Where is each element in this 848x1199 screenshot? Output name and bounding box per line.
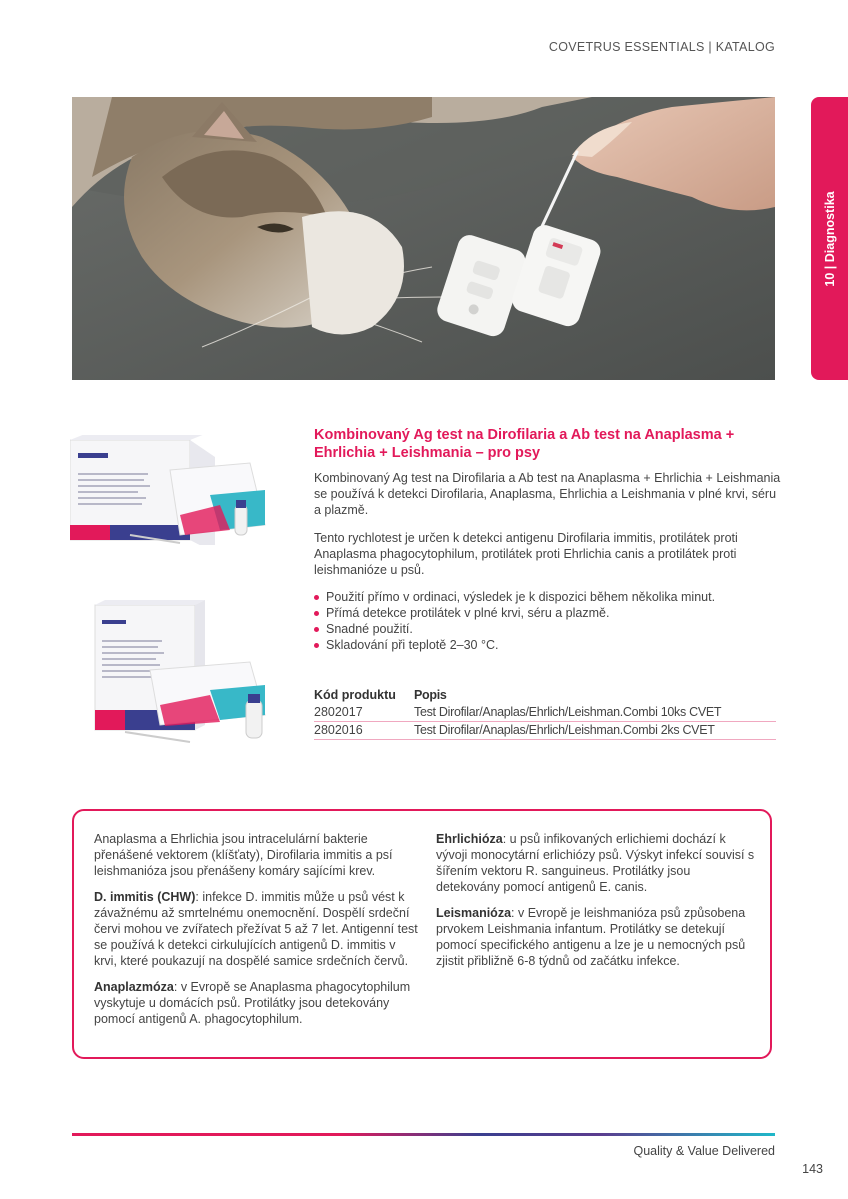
product-box-image-2 (70, 600, 270, 755)
info-column-left (94, 831, 419, 1037)
text-immitis: : infekce D. immitis může u psů vést k závažnému až smrtelnému onemocnění. Dospělí srdeční červi mohou ve zvířatech přežívat 5 až 7 let. Antigenní test se používá k detekci cirkulujících antigenů D. immitis v krvi, které poukazují na dospělé samice srdečních červů. (94, 890, 418, 968)
product-description-cell: Test Dirofilar/Anaplas/Ehrlich/Leishman.Combi 10ks CVET (414, 705, 722, 719)
list-item: Použití přímo v ordinaci, výsledek je k dispozici během několika minut. (314, 589, 715, 605)
product-description: Kombinovaný Ag test na Dirofilaria a Ab test na Anaplasma + Ehrlichia + Leishmania se používá k detekci Dirofilaria, Anaplasma, Ehrlichia a Leishmania v plné krvi, séru a plazmě. (314, 471, 781, 517)
product-box-image (70, 600, 270, 750)
hero-photo (72, 97, 775, 380)
product-box-image (70, 435, 270, 545)
product-box-image-1 (70, 435, 270, 550)
feature-list (314, 589, 715, 653)
header-code: Kód produktu (314, 688, 396, 702)
info-leismanioza (436, 905, 756, 969)
header-description: Popis (414, 688, 447, 702)
list-item: Přímá detekce protilátek v plné krvi, séru a plazmě. (314, 605, 715, 621)
list-item: Snadné použití. (314, 621, 715, 637)
term-ehrlichioza: Ehrlichióza (436, 832, 503, 846)
section-tab-diagnostika[interactable] (811, 97, 848, 380)
table-header-row (314, 687, 776, 704)
product-description-cell: Test Dirofilar/Anaplas/Ehrlich/Leishman.Combi 2ks CVET (414, 723, 715, 737)
footer-tagline: Quality & Value Delivered (633, 1144, 775, 1158)
info-column-right (436, 831, 756, 979)
product-table (314, 687, 776, 740)
term-immitis: D. immitis (CHW) (94, 890, 196, 904)
product-code: 2802016 (314, 723, 363, 737)
info-intro: Anaplasma a Ehrlichia jsou intracelulární bakterie přenášené vektorem (klíšťaty), Dirofilaria immitis a psí leishmanióza jsou přenášeny komáry sajícími krev. (94, 832, 393, 878)
text-ehrlichioza: : u psů infikovaných erlichiemi dochází k vývoji monocytární erlichiózy psů. Výskyt infekcí souvisí s šířením vektoru R. sanguineus. Protilátky jsou detekovány pomocí antigenů E. canis. (436, 832, 755, 894)
catalog-header: COVETRUS ESSENTIALS | KATALOG (548, 40, 775, 54)
table-row (314, 704, 776, 722)
term-anaplazmoza: Anaplazmóza (94, 980, 174, 994)
product-title: Kombinovaný Ag test na Dirofilaria a Ab test na Anaplasma + Ehrlichia + Leishmania – pro psy (314, 427, 735, 461)
term-leismanioza: Leismanióza (436, 906, 512, 920)
text-leismanioza: : v Evropě je leishmanióza psů způsobena prvokem Leishmania infantum. Protilátky se detekují pomocí specifického antigenu a lze je u nemocných psů zjistit přibližně 6-8 týdnů od začátku infekce. (436, 906, 746, 968)
product-code: 2802017 (314, 705, 363, 719)
section-tab-label: 10 | Diagnostika (822, 190, 837, 287)
info-box (72, 809, 772, 1059)
page-number: 143 (802, 1162, 823, 1176)
hero-photo-illustration (72, 97, 775, 380)
info-immitis (94, 889, 419, 969)
info-ehrlichioza (436, 831, 756, 895)
info-anaplazmoza (94, 979, 419, 1027)
list-item: Skladování při teplotě 2–30 °C. (314, 637, 715, 653)
table-row (314, 722, 776, 740)
product-purpose: Tento rychlotest je určen k detekci antigenu Dirofilaria immitis, protilátek proti Anaplasma phagocytophilum, protilátek proti Ehrlichia canis a protilátek proti leishmanióze u psů. (314, 531, 738, 577)
text-anaplazmoza: : v Evropě se Anaplasma phagocytophilum vyskytuje u domácích psů. Protilátky jsou detekovány pomocí antigenů A. phagocytophilum. (94, 980, 411, 1026)
footer-divider (72, 1133, 775, 1136)
